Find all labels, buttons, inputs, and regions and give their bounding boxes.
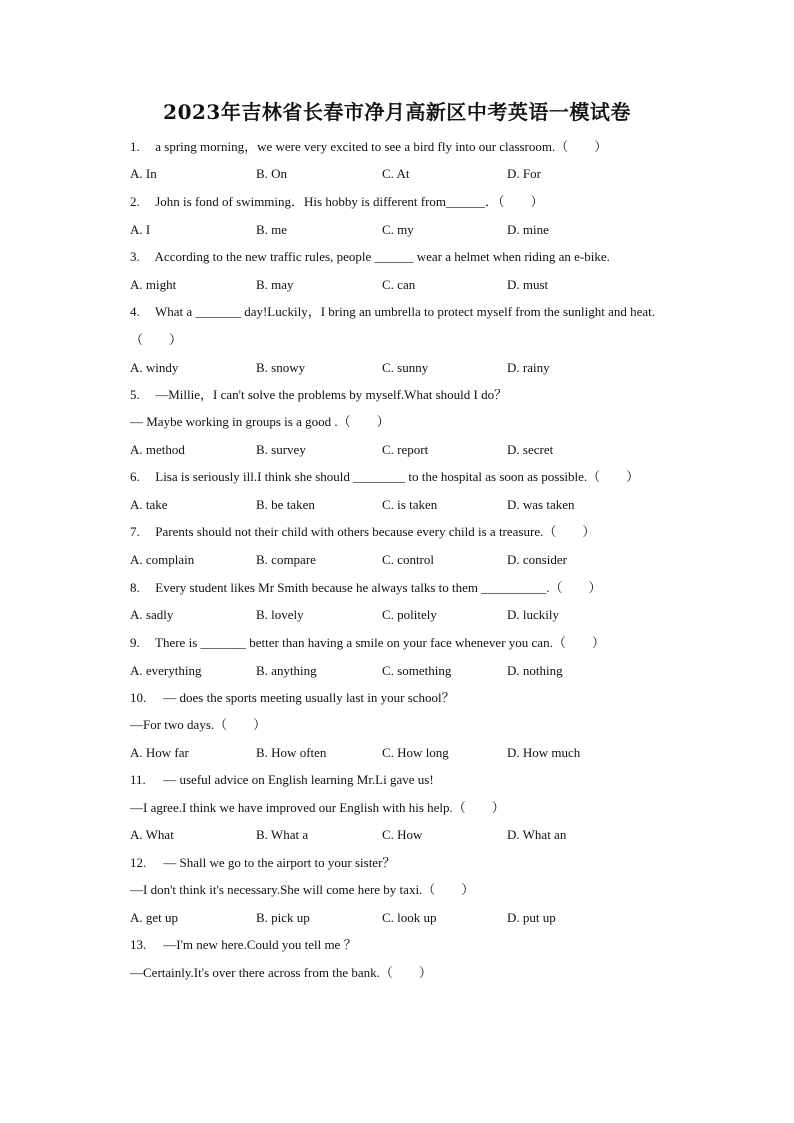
question-stem: Every student likes Mr Smith because he always talks to them __________.（ ） — [155, 580, 602, 595]
options-9 — [130, 663, 730, 679]
question-stem: Lisa is seriously ill.I think she should ________ to the hospital as soon as possible.（ ） — [155, 469, 640, 484]
option-b[interactable]: B. pick up — [256, 910, 310, 925]
option-a[interactable]: A. How far — [130, 745, 189, 760]
option-c[interactable]: C. control — [382, 552, 434, 567]
option-b[interactable]: B. compare — [256, 552, 316, 567]
option-d[interactable]: D. nothing — [507, 663, 563, 678]
options-3 — [130, 277, 730, 293]
question-number: 8. — [130, 580, 140, 595]
option-b[interactable]: B. me — [256, 222, 288, 237]
question-9 — [130, 635, 730, 651]
option-a[interactable]: A. I — [130, 222, 151, 237]
option-d[interactable]: D. must — [507, 277, 549, 292]
option-c[interactable]: C. look up — [382, 910, 437, 925]
option-c[interactable]: C. report — [382, 442, 429, 457]
option-a[interactable]: A. take — [130, 497, 168, 512]
option-c[interactable]: C. How long — [382, 745, 449, 760]
question-5 — [130, 387, 730, 403]
option-a[interactable]: A. everything — [130, 663, 202, 678]
option-c[interactable]: C. politely — [382, 607, 437, 622]
option-a[interactable]: A. windy — [130, 360, 179, 375]
option-a[interactable]: A. might — [130, 277, 177, 292]
question-stem: a spring morning，we were very excited to see a bird fly into our classroom.（ ） — [155, 139, 608, 154]
question-number: 13. — [130, 937, 147, 952]
option-d[interactable]: D. secret — [507, 442, 554, 457]
question-6 — [130, 469, 730, 485]
question-stem: — useful advice on English learning Mr.Li gave us! — [163, 772, 434, 787]
question-13 — [130, 937, 730, 953]
option-c[interactable]: C. At — [382, 166, 410, 181]
question-number: 3. — [130, 249, 140, 264]
options-1 — [130, 166, 730, 182]
option-a[interactable]: A. complain — [130, 552, 195, 567]
question-stem: According to the new traffic rules, people ______ wear a helmet when riding an e-bike. — [154, 249, 610, 264]
question-3 — [130, 249, 730, 265]
question-10 — [130, 690, 730, 706]
options-6 — [130, 497, 730, 513]
exam-title: 2023年吉林省长春市净月高新区中考英语一模试卷 — [163, 100, 631, 124]
options-2 — [130, 222, 730, 238]
question-stem: — Shall we go to the airport to your sister？ — [163, 855, 396, 870]
options-5 — [130, 442, 730, 458]
option-d[interactable]: D. For — [507, 166, 541, 181]
question-5-continuation: — Maybe working in groups is a good .（ ） — [130, 414, 390, 429]
option-b[interactable]: B. On — [256, 166, 288, 181]
option-b[interactable]: B. anything — [256, 663, 317, 678]
question-number: 9. — [130, 635, 140, 650]
option-b[interactable]: B. survey — [256, 442, 306, 457]
question-number: 7. — [130, 524, 140, 539]
options-10 — [130, 745, 730, 761]
option-d[interactable]: D. How much — [507, 745, 581, 760]
question-12 — [130, 855, 730, 871]
option-c[interactable]: C. something — [382, 663, 452, 678]
option-b[interactable]: B. be taken — [256, 497, 315, 512]
question-10-continuation: —For two days.（ ） — [130, 717, 267, 732]
question-stem: —I'm new here.Could you tell me ？ — [163, 937, 357, 952]
option-b[interactable]: B. What a — [256, 827, 309, 842]
option-a[interactable]: A. get up — [130, 910, 179, 925]
question-4-continuation: （ ） — [130, 332, 183, 347]
option-b[interactable]: B. How often — [256, 745, 327, 760]
option-c[interactable]: C. sunny — [382, 360, 429, 375]
option-c[interactable]: C. is taken — [382, 497, 438, 512]
option-c[interactable]: C. can — [382, 277, 416, 292]
option-d[interactable]: D. What an — [507, 827, 567, 842]
option-b[interactable]: B. snowy — [256, 360, 306, 375]
options-4 — [130, 360, 730, 376]
question-stem: Parents should not their child with others because every child is a treasure.（ ） — [155, 524, 596, 539]
question-2 — [130, 194, 730, 210]
question-11 — [130, 772, 730, 788]
question-stem: —Millie，I can't solve the problems by myself.What should I do？ — [155, 387, 508, 402]
question-number: 6. — [130, 469, 140, 484]
question-13-continuation: —Certainly.It's over there across from the bank.（ ） — [130, 965, 432, 980]
option-b[interactable]: B. may — [256, 277, 294, 292]
option-a[interactable]: A. What — [130, 827, 174, 842]
question-number: 10. — [130, 690, 147, 705]
question-stem: What a _______ day!Luckily，I bring an umbrella to protect myself from the sunlight and heat. — [155, 304, 656, 319]
question-stem: — does the sports meeting usually last in your school？ — [163, 690, 455, 705]
option-c[interactable]: C. my — [382, 222, 414, 237]
question-number: 2. — [130, 194, 140, 209]
option-b[interactable]: B. lovely — [256, 607, 304, 622]
question-stem: There is _______ better than having a smile on your face whenever you can.（ ） — [155, 635, 605, 650]
option-d[interactable]: D. luckily — [507, 607, 559, 622]
question-4 — [130, 304, 730, 320]
option-d[interactable]: D. was taken — [507, 497, 575, 512]
question-11-continuation: —I agree.I think we have improved our English with his help.（ ） — [130, 800, 505, 815]
option-d[interactable]: D. consider — [507, 552, 567, 567]
options-12 — [130, 910, 730, 926]
question-number: 4. — [130, 304, 140, 319]
question-7 — [130, 524, 730, 540]
question-number: 1. — [130, 139, 140, 154]
question-12-continuation: —I don't think it's necessary.She will come here by taxi.（ ） — [130, 882, 475, 897]
options-11 — [130, 827, 730, 843]
question-number: 11. — [130, 772, 146, 787]
option-a[interactable]: A. In — [130, 166, 157, 181]
question-1 — [130, 139, 730, 155]
question-8 — [130, 580, 730, 596]
option-d[interactable]: D. mine — [507, 222, 549, 237]
option-a[interactable]: A. method — [130, 442, 185, 457]
question-number: 12. — [130, 855, 147, 870]
option-c[interactable]: C. How — [382, 827, 423, 842]
options-8 — [130, 607, 730, 623]
question-stem: John is fond of swimming．His hobby is different from______．（ ） — [155, 194, 544, 209]
option-a[interactable]: A. sadly — [130, 607, 174, 622]
question-number: 5. — [130, 387, 140, 402]
options-7 — [130, 552, 730, 568]
option-d[interactable]: D. put up — [507, 910, 556, 925]
option-d[interactable]: D. rainy — [507, 360, 550, 375]
